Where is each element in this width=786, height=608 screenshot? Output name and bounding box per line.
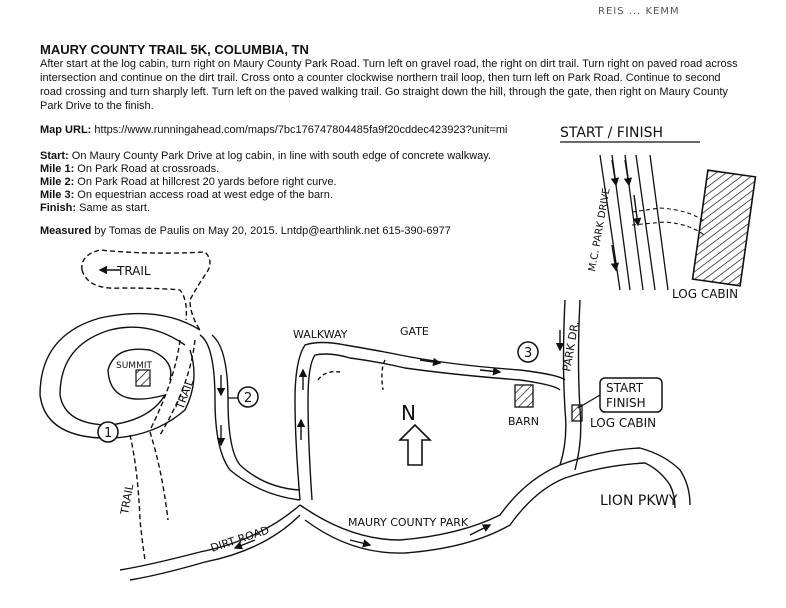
mile-marker-1 <box>98 422 118 442</box>
lion-pkwy-label: LION PKWY <box>600 493 678 509</box>
inner-path <box>318 372 340 380</box>
north-arrow <box>400 401 430 465</box>
spec-label: Finish: <box>40 202 77 214</box>
inset-log-cabin-building <box>693 170 756 286</box>
summit-label: SUMMIT <box>116 361 152 371</box>
spec-label: Mile 3: <box>40 189 75 201</box>
dirt-road-label: DIRT ROAD <box>208 523 271 555</box>
mile-3-label: 3 <box>524 346 533 361</box>
maury-county-park-label: MAURY COUNTY PARK <box>348 516 469 529</box>
map-url-label: Map URL: <box>40 124 92 136</box>
spec-label: Mile 1: <box>40 163 75 175</box>
inset-road-label: M.C. PARK DRIVE <box>587 187 613 273</box>
course-description: After start at the log cabin, turn right on Maury County Park Road. Turn left on gravel road, the right on dirt trail. Turn right on paved road across intersection and continue on the dirt trail. Cross onto a counter clockwise northern trail loop, then turn left on Park Road. Continue to second road crossing and turn sharply left. Turn left on the paved walking trail. Go straight down the hill, through the gate, then right on Maury County Park Drive to the finish. <box>40 58 738 112</box>
measured-label: Measured <box>40 225 92 237</box>
spec-value: On Park Road at hillcrest 20 yards before right curve. <box>77 176 337 188</box>
mile-1-label: 1 <box>104 426 113 441</box>
maury-county-park-dr-2 <box>305 463 645 553</box>
start-finish-callout <box>578 378 662 412</box>
map-routes <box>40 250 690 580</box>
south-trail-2 <box>150 432 168 520</box>
inner-path-2 <box>382 360 385 390</box>
trail-top-label: TRAIL <box>117 264 151 278</box>
park-drive <box>560 300 566 465</box>
spec-label: Start: <box>40 150 69 162</box>
spec-value: Same as start. <box>79 202 151 214</box>
measured-value: by Tomas de Paulis on May 20, 2015. Lntdp@earthlink.net 615-390-6977 <box>94 225 451 237</box>
mile-marker-2 <box>228 387 258 407</box>
inset-walkway <box>632 208 705 222</box>
mid-trail <box>150 340 180 430</box>
west-loop-inner <box>60 327 185 425</box>
start-finish-inset <box>560 125 755 301</box>
west-loop-outer <box>40 314 200 439</box>
walkway-label: WALKWAY <box>293 328 348 341</box>
trail-mid-label: TRAIL <box>173 377 197 412</box>
mile-2-label: 2 <box>244 391 253 406</box>
inset-walkway-2 <box>632 222 704 235</box>
inset-log-cabin-label: LOG CABIN <box>672 287 739 301</box>
inset-title: START / FINISH <box>560 125 664 141</box>
spec-value: On equestrian access road at west edge of the barn. <box>77 189 333 201</box>
spec-value: On Park Road at crossroads. <box>77 163 220 175</box>
map-url-value[interactable]: https://www.runningahead.com/maps/7bc176747804485fa9f20cddec423923?unit=mi <box>94 124 508 136</box>
finish-label: FINISH <box>606 396 646 410</box>
barn-label: BARN <box>508 415 539 428</box>
gate-label: GATE <box>400 325 429 338</box>
north-label: N <box>401 401 416 425</box>
course-title: MAURY COUNTY TRAIL 5K, COLUMBIA, TN <box>40 42 309 57</box>
log-cabin-building <box>572 405 582 421</box>
start-label: START <box>606 381 644 395</box>
summit-marker <box>136 370 150 386</box>
route-arrows <box>100 270 560 548</box>
inset-road-lines <box>600 155 668 290</box>
park-dr-label: PARK DR. <box>560 320 582 373</box>
trail-bottom-label: TRAIL <box>118 482 137 516</box>
header-note: REIS ... KEMM <box>598 6 680 17</box>
spec-label: Mile 2: <box>40 176 75 188</box>
spec-value: On Maury County Park Drive at log cabin, in line with south edge of concrete walkway. <box>71 150 492 162</box>
park-road-west-2 <box>212 335 300 490</box>
log-cabin-label: LOG CABIN <box>590 416 657 430</box>
park-road-west <box>200 335 300 500</box>
barn-building <box>515 385 533 407</box>
mile-marker-3 <box>518 342 538 362</box>
